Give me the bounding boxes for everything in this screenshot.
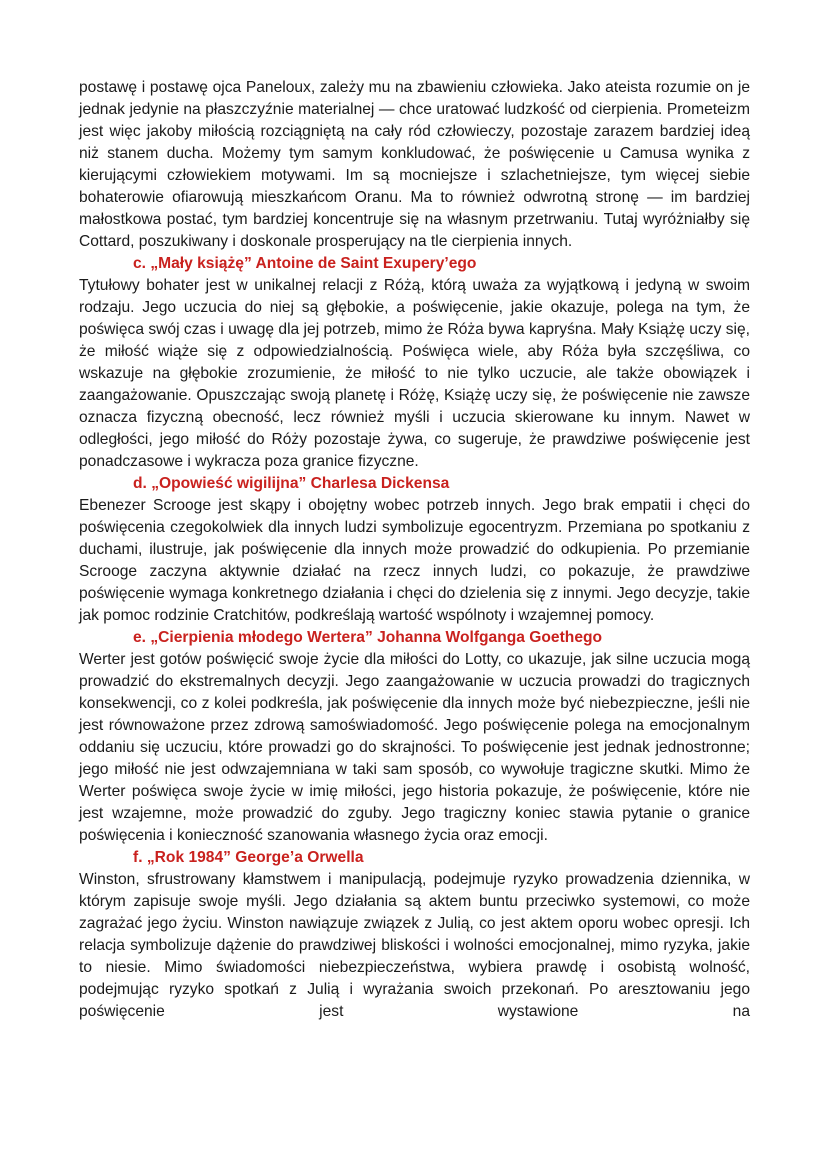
section-body-maly-ksiaze: Tytułowy bohater jest w unikalnej relacji z Różą, którą uważa za wyjątkową i jedyną w swoim rodzaju. Jego uczucia do niej są głębokie, a poświęcenie, jakie okazuje, polega na tym, że poświęca swój czas i uwagę dla jej potrzeb, mimo że Róża bywa kapryśna. Mały Książę uczy się, że miłość wiąże się z odpowiedzialnością. Poświęca wiele, aby Róża była szczęśliwa, co wskazuje na głębokie zrozumienie, że miłość to nie tylko uczucie, ale także obowiązek i zaangażowanie. Opuszczając swoją planetę i Różę, Książę uczy się, że poświęcenie nie zawsze oznacza fizyczną obecność, lecz również myśli i uczucia skierowane ku innym. Nawet w odległości, jego miłość do Róży pozostaje żywa, co sugeruje, że prawdziwe poświęcenie jest ponadczasowe i wykracza poza granice fizyczne. xyxy=(79,277,750,470)
section-body-rok-1984: Winston, sfrustrowany kłamstwem i manipulacją, podejmuje ryzyko prowadzenia dziennika, w którym zapisuje swoje myśli. Jego działania są aktem buntu przeciwko systemowi, co może zagrażać jego życiu. Winston nawiązuje związek z Julią, co jest aktem oporu wobec opresji. Ich relacja symbolizuje dążenie do prawdziwej bliskości i wolności emocjonalnej, mimo ryzyka, jakie to niesie. Mimo świadomości niebezpieczeństwa, wybiera prawdę i osobistą wolność, podejmując ryzyko spotkań z Julią i wyrażania swoich przekonań. Po aresztowaniu jego poświęcenie jest wystawione na xyxy=(79,871,750,1020)
section-body-cierpienia-wertera: Werter jest gotów poświęcić swoje życie dla miłości do Lotty, co ukazuje, jak silne uczucia mogą prowadzić do ekstremalnych decyzji. Jego zaangażowanie w uczucia prowadzi do tragicznych konsekwencji, co z kolei podkreśla, jak poświęcenie dla innych może być niebezpieczne, jeśli nie jest równoważone przez zdrową samoświadomość. Jego poświęcenie polega na emocjonalnym oddaniu się uczuciu, które prowadzi go do skrajności. To poświęcenie jest jednak jednostronne; jego miłość nie jest odwzajemniana w taki sam sposób, co wywołuje tragiczne skutki. Mimo że Werter poświęca swoje życie w imię miłości, jego historia pokazuje, że poświęcenie, które nie jest wzajemne, może prowadzić do zguby. Jego tragiczny koniec stawia pytanie o granice poświęcenia i konieczność szanowania własnego życia oraz emocji. xyxy=(79,651,750,844)
document-page xyxy=(79,77,750,1023)
section-heading-opowiesc-wigilijna: d. „Opowieść wigilijna” Charlesa Dickensa xyxy=(133,475,450,492)
section-body-opowiesc-wigilijna: Ebenezer Scrooge jest skąpy i obojętny wobec potrzeb innych. Jego brak empatii i chęci do poświęcenia czegokolwiek dla innych ludzi symbolizuje egocentryzm. Przemiana po spotkaniu z duchami, ilustruje, jak poświęcenie dla innych może prowadzić do odkupienia. Po przemianie Scrooge zaczyna aktywnie działać na rzecz innych ludzi, co pokazuje, że prawdziwe poświęcenie wymaga konkretnego działania i chęci do dzielenia się z innymi. Jego decyzje, takie jak pomoc rodzinie Cratchitów, podkreślają wartość wspólnoty i wzajemnej pomocy. xyxy=(79,497,750,624)
intro-paragraph: postawę i postawę ojca Paneloux, zależy mu na zbawieniu człowieka. Jako ateista rozumie on je jednak jedynie na płaszczyźnie materialnej — chce uratować ludzkość od cierpienia. Prometeizm jest więc jakoby miłością rozciągniętą na cały ród człowieczy, pozostaje zarazem bardziej ideą niż stanem ducha. Możemy tym samym konkludować, że poświęcenie u Camusa wynika z kierującymi człowiekiem motywami. Im są mocniejsze i szlachetniejsze, tym więcej siebie bohaterowie ofiarowują mieszkańcom Oranu. Ma to również odwrotną stronę — im bardziej małostkowa postać, tym bardziej koncentruje się na własnym przetrwaniu. Tutaj wyróżniałby się Cottard, poszukiwany i doskonale prosperujący na tle cierpienia innych. xyxy=(79,79,750,250)
section-heading-rok-1984: f. „Rok 1984” George’a Orwella xyxy=(133,849,364,866)
section-heading-maly-ksiaze: c. „Mały książę” Antoine de Saint Exupery’ego xyxy=(133,255,477,272)
section-heading-cierpienia-wertera: e. „Cierpienia młodego Wertera” Johanna Wolfganga Goethego xyxy=(133,629,603,646)
